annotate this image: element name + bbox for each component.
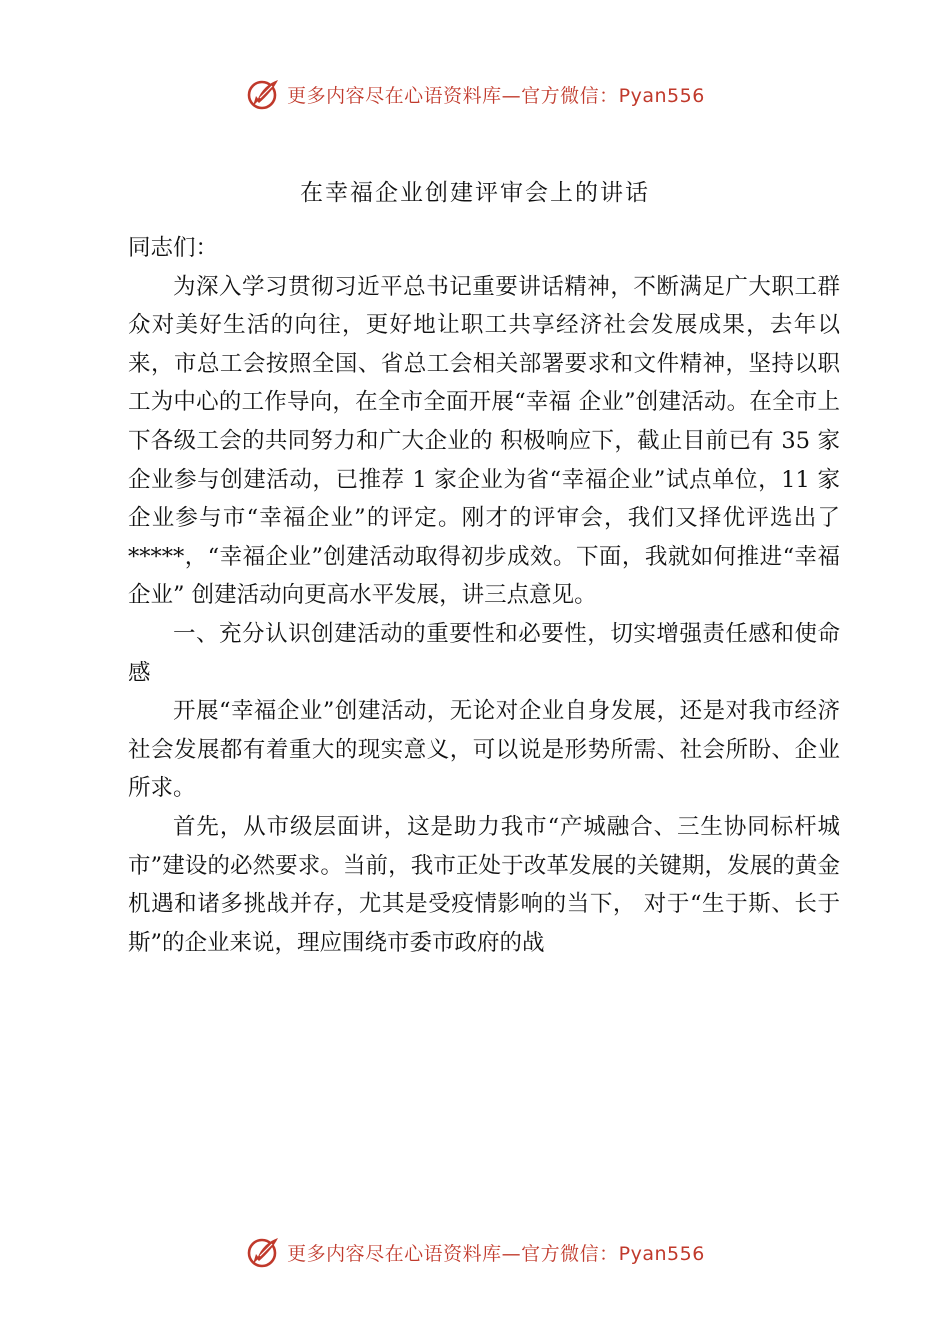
body-paragraph: 首先，从市级层面讲，这是助力我市“产城融合、三生协同标杆城市”建设的必然要求。当前，我市正处于改革发展的关键期，发展的黄金机遇和诸多挑战并存，尤其是受疫情影响的当下， 对于“生于斯、长于斯”的企业来说，理应围绕市委市政府的战 [128, 813, 840, 956]
header-banner [0, 74, 950, 114]
document-body [128, 229, 840, 962]
document-title: 在幸福企业创建评审会上的讲话 [300, 180, 650, 206]
footer-banner-text: 更多内容尽在心语资料库—官方微信：Pyan556 [287, 1242, 705, 1265]
body-paragraph: 为深入学习贯彻习近平总书记重要讲话精神，不断满足广大职工群众对美好生活的向往，更好地让职工共享经济社会发展成果，去年以来，市总工会按照全国、省总工会相关部署要求和文件精神，坚持以职工为中心的工作导向，在全市全面开展“幸福 企业”创建活动。在全市上下各级工会的共同努力和广大企业的 积极响应下，截止目前已有 35 家企业参与创建活动，已推荐 1 家企业为省“幸福企业”试点单位，11 家企业参与市“幸福企业”的评定。刚才的评审会，我们又择优评选出了*****，“幸福企业”创建活动取得初步成效。下面，我就如何推进“幸福企业” 创建活动向更高水平发展，讲三点意见。 [128, 273, 840, 609]
quill-logo-icon [245, 1234, 281, 1270]
body-paragraph: 开展“幸福企业”创建活动，无论对企业自身发展，还是对我市经济社会发展都有着重大的现实意义，可以说是形势所需、社会所盼、企业所求。 [128, 698, 840, 802]
footer-banner [0, 1232, 950, 1272]
section-heading: 一、充分认识创建活动的重要性和必要性，切实增强责任感和使命感 [128, 620, 840, 686]
header-banner-text: 更多内容尽在心语资料库—官方微信：Pyan556 [287, 84, 705, 107]
salutation: 同志们： [128, 235, 219, 261]
quill-logo-icon [245, 76, 281, 112]
